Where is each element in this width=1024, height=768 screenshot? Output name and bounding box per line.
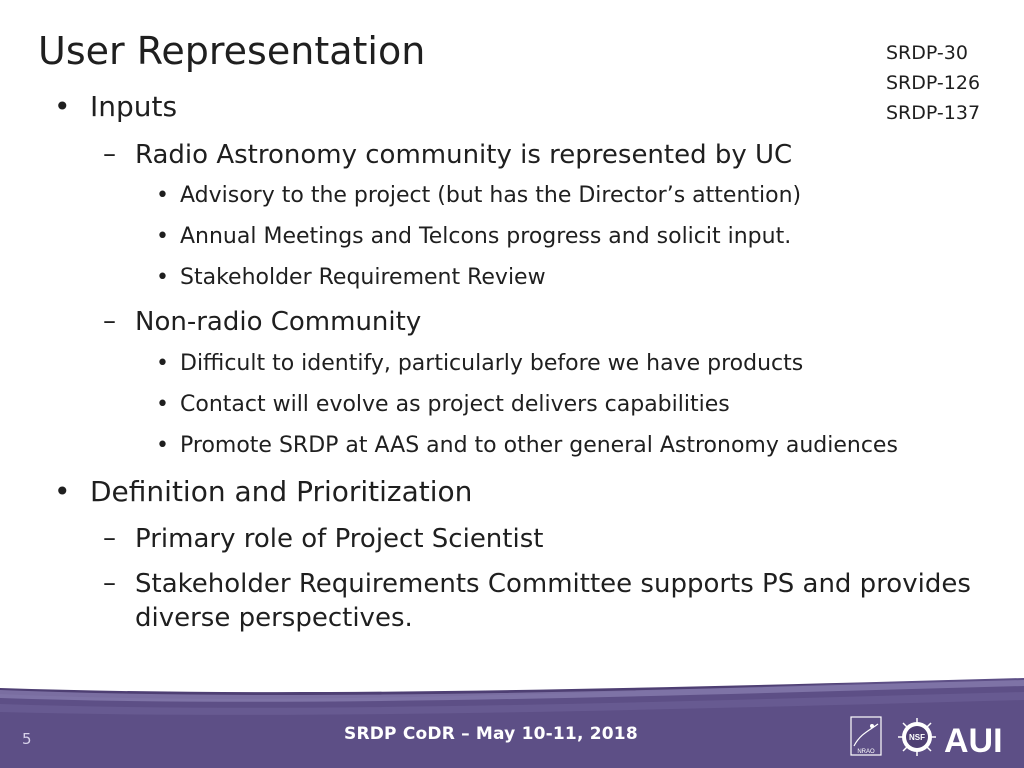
dash-marker: – [103,306,116,336]
dash-marker: – [103,139,116,169]
bullet-marker: • [54,90,71,123]
sub-bullet-text: Radio Astronomy community is represented by UC [135,140,793,170]
bullet-marker: • [156,183,169,208]
page-number: 5 [22,730,32,748]
sub-bullet-text: Stakeholder Requirements Committee supports PS and provides diverse perspectives. [135,569,971,633]
sub-bullet-text: Non-radio Community [135,307,422,337]
bullet-inputs [54,90,178,124]
nsf-logo [898,718,936,756]
sub-sub-bullet-text: Difficult to identify, particularly before we have products [180,351,804,376]
bullet-text: Inputs [90,90,178,123]
bullet-marker: • [156,433,169,458]
bullet-marker: • [156,392,169,417]
dash-marker: – [103,568,116,598]
sub-bullet-stakeholder-committee [103,567,975,635]
sub-sub-bullet-text: Annual Meetings and Telcons progress and solicit input. [180,224,792,249]
bullet-marker: • [54,475,71,508]
nrao-logo [850,716,882,756]
ref-srdp-30: SRDP-30 [886,42,968,64]
bullet-marker: • [156,351,169,376]
ref-srdp-137: SRDP-137 [886,102,981,124]
bullet-text: Definition and Prioritization [90,475,473,508]
sub-sub-bullet-text: Advisory to the project (but has the Director’s attention) [180,183,802,208]
sub-sub-bullet-text: Promote SRDP at AAS and to other general Astronomy audiences [180,433,898,458]
slide-title: User Representation [38,29,426,73]
sub-sub-bullet [156,182,802,210]
sub-bullet-radio-community [103,138,793,172]
requirement-references [886,38,980,128]
sub-sub-bullet-text: Stakeholder Requirement Review [180,265,546,290]
sub-sub-bullet [156,391,730,419]
footer-title: SRDP CoDR – May 10-11, 2018 [344,724,638,744]
bullet-definition-prioritization [54,475,473,509]
sub-bullet-project-scientist [103,522,544,556]
sub-sub-bullet-text: Contact will evolve as project delivers capabilities [180,392,730,417]
aui-logo [942,716,1004,758]
dash-marker: – [103,523,116,553]
sub-bullet-non-radio-community [103,305,422,339]
sub-sub-bullet [156,264,546,292]
aui-logo-text: AUI [944,722,1003,758]
sub-sub-bullet [156,432,898,460]
ref-srdp-126: SRDP-126 [886,72,981,94]
sub-sub-bullet [156,350,804,378]
sub-bullet-text: Primary role of Project Scientist [135,524,544,554]
nsf-logo-text: NSF [909,733,925,742]
sub-sub-bullet [156,223,792,251]
logo-group [846,714,1006,760]
bullet-marker: • [156,265,169,290]
bullet-marker: • [156,224,169,249]
nrao-logo-text: NRAO [857,749,875,755]
